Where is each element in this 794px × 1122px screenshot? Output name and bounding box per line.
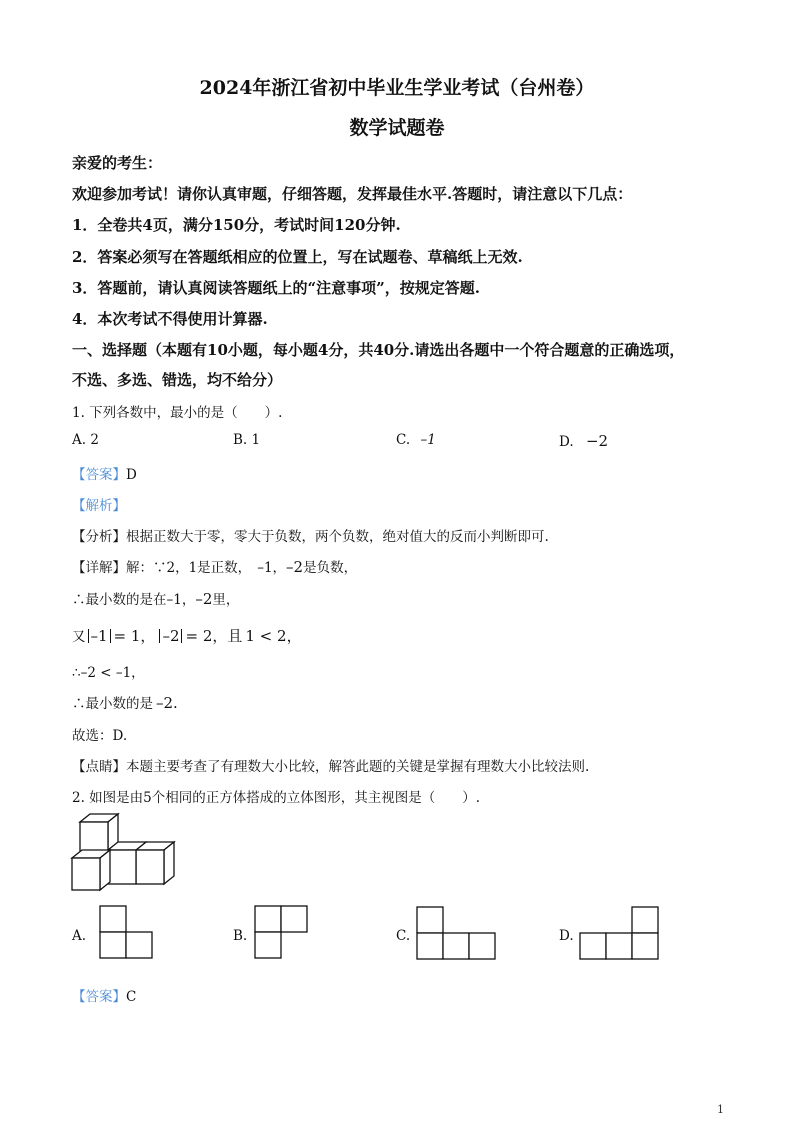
detail-tag: 【详解】 [72, 560, 126, 576]
q1-answer [72, 463, 137, 483]
absolute-value: –2 [159, 629, 182, 643]
q1-detail-line-4 [72, 661, 145, 681]
q2-option-c-label: C. [396, 928, 411, 944]
detail-text: 解：∵2，1是正数， [126, 560, 252, 576]
detail-math: –1， [257, 560, 287, 576]
detail-math: –2 < –1， [80, 665, 145, 681]
q2-option-a-figure [98, 904, 154, 960]
q2-stem: 2. 如图是由5个相同的正方体搭成的立体图形，其主视图是（ ）. [72, 790, 481, 806]
answer-tag: 【答案】 [72, 989, 126, 1005]
q2-option-b-figure [253, 904, 309, 960]
q2-option-a-label: A. [72, 928, 87, 944]
q1-answer-value: D [126, 467, 137, 483]
q1-option-c-letter: C. [396, 432, 411, 448]
q2-answer-value: C [126, 989, 137, 1005]
section-heading-cont: 不选、多选、错选，均不给分） [72, 371, 283, 389]
comment-tag: 【点睛】 [72, 759, 126, 775]
fenxi-tag: 【分析】 [72, 529, 126, 545]
q1-detail-line-3 [72, 625, 302, 646]
detail-math: –1， [166, 592, 196, 608]
detail-math: 1 < 2， [245, 627, 302, 645]
q1-option-a: A. 2 [72, 432, 99, 448]
answer-tag: 【答案】 [72, 467, 126, 483]
detail-text: ∴最小数的是 [72, 696, 153, 712]
q1-detail-line-1 [72, 556, 357, 576]
absolute-value: –1 [88, 629, 111, 643]
q2-option-c-figure [415, 905, 499, 961]
q1-option-d-value: −2 [585, 432, 609, 450]
detail-text: 又 [72, 629, 86, 645]
comment-text: 本题主要考查了有理数大小比较，解答此题的关键是掌握有理数大小比较法则. [126, 759, 590, 775]
note-2: 2．答案必须写在答题纸相应的位置上，写在试题卷、草稿纸上无效. [72, 248, 523, 266]
detail-text: 是负数， [303, 560, 358, 576]
detail-text: 里， [212, 592, 240, 608]
q1-comment [72, 755, 589, 775]
greeting: 亲爱的考生： [72, 154, 163, 172]
q1-option-c [396, 432, 436, 448]
welcome-text: 欢迎参加考试！请你认真审题，仔细答题，发挥最佳水平.答题时，请注意以下几点： [72, 185, 633, 203]
fenxi-text: 根据正数大于零，零大于负数，两个负数，绝对值大的反而小判断即可. [126, 529, 549, 545]
solid-figure-diagram [70, 812, 182, 892]
q1-detail-line-5 [72, 692, 178, 712]
note-1: 1．全卷共4页，满分150分，考试时间120分钟. [72, 216, 401, 234]
q1-option-d [559, 432, 608, 450]
page-number: 1 [717, 1103, 724, 1116]
note-4: 4．本次考试不得使用计算器. [72, 310, 268, 328]
q1-stem: 1. 下列各数中，最小的是（ ）. [72, 405, 283, 421]
q2-option-b-label: B. [233, 928, 248, 944]
q2-option-d-figure [578, 905, 662, 961]
exam-title: 2024年浙江省初中毕业生学业考试（台州卷） [199, 77, 595, 99]
q1-fenxi [72, 525, 549, 545]
detail-math: –2. [156, 694, 178, 712]
q1-option-d-letter: D. [559, 434, 574, 450]
detail-math: = 2，且 [185, 627, 243, 645]
note-3: 3．答题前，请认真阅读答题纸上的“注意事项”，按规定答题. [72, 279, 480, 297]
q1-analysis-tag: 【解析】 [72, 498, 126, 514]
section-heading: 一、选择题（本题有10小题，每小题4分，共40分.请选出各题中一个符合题意的正确选项， [72, 341, 685, 359]
q1-option-b: B. 1 [233, 432, 261, 448]
detail-math: –2 [195, 590, 213, 608]
q1-option-c-value: –1 [420, 432, 436, 448]
q2-answer [72, 985, 136, 1005]
detail-math: –2 [286, 558, 304, 576]
detail-text: ∴最小数的是在 [72, 592, 167, 608]
detail-math: = 1， [113, 627, 156, 645]
q1-conclusion: 故选：D. [72, 728, 128, 744]
q2-option-d-label: D. [559, 928, 574, 944]
q1-detail-line-2 [72, 588, 239, 608]
detail-text: ∴ [72, 665, 81, 681]
exam-subtitle: 数学试题卷 [349, 117, 445, 139]
